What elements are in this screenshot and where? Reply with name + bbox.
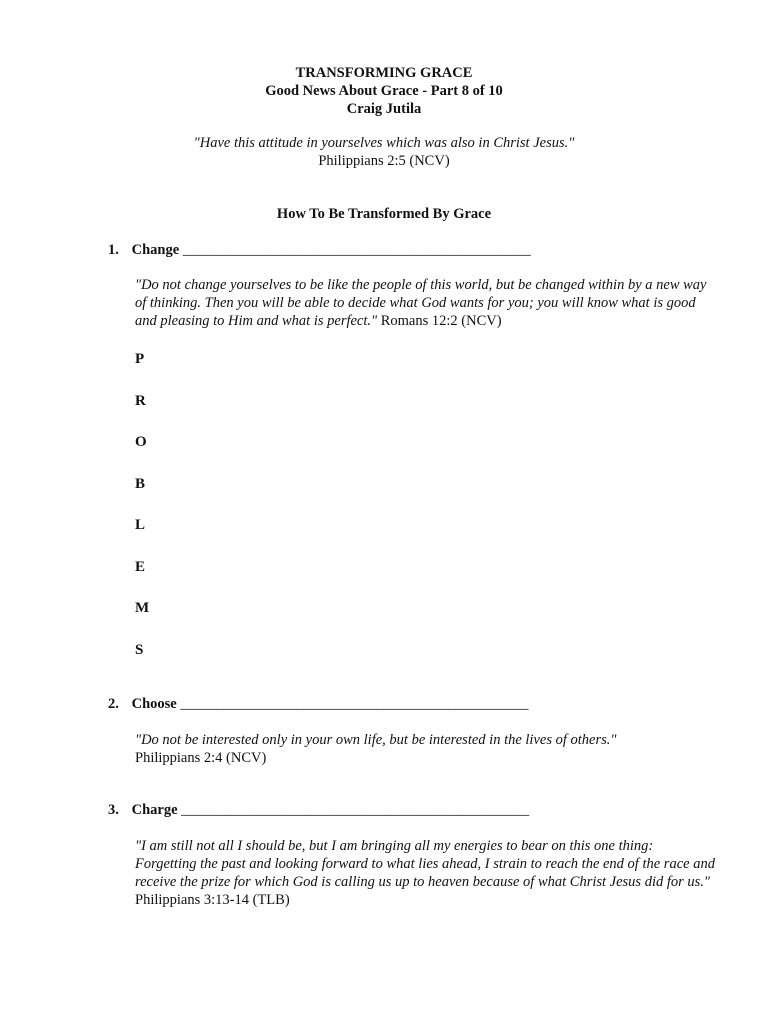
verse-quote: "Do not be interested only in your own life, but be interested in the lives of others." <box>135 732 617 748</box>
point-2-heading <box>108 696 528 713</box>
series-subtitle: Good News About Grace - Part 8 of 10 <box>265 83 503 99</box>
author-name: Craig Jutila <box>346 101 422 117</box>
point-3-heading <box>108 802 529 819</box>
point-2-verse <box>135 731 715 767</box>
point-label: Choose <box>131 696 177 712</box>
acrostic-letter: B <box>135 475 146 492</box>
document-title: TRANSFORMING GRACE <box>295 65 473 81</box>
acrostic-letter: E <box>135 558 146 575</box>
epigraph <box>0 134 768 170</box>
document-header <box>0 64 768 118</box>
acrostic-letter: O <box>135 434 147 450</box>
fill-in-blank[interactable]: ________________________________________________ <box>180 696 529 712</box>
fill-in-blank[interactable]: ________________________________________________ <box>181 802 530 818</box>
point-label: Change <box>131 242 180 258</box>
acrostic-letter: L <box>135 517 146 533</box>
epigraph-quote: "Have this attitude in yourselves which was also in Christ Jesus." <box>193 135 575 151</box>
verse-reference: Philippians 2:4 (NCV) <box>135 750 267 766</box>
verse-quote: "Do not change yourselves to be like the people of this world, but be changed within by a new way of thinking. Then you will be able to decide what God wants for you; you will know what is good and pleasing to Him and what is perfect." <box>135 277 707 329</box>
section-title: How To Be Transformed By Grace <box>276 206 492 222</box>
acrostic-letters <box>135 350 149 682</box>
acrostic-letter: M <box>135 600 150 616</box>
point-number: 1. <box>108 242 119 258</box>
acrostic-letter: P <box>135 351 145 367</box>
point-3-verse <box>135 837 715 909</box>
point-label: Charge <box>131 802 178 818</box>
point-number: 2. <box>108 696 119 712</box>
verse-quote: "I am still not all I should be, but I am bringing all my energies to bear on this one thing: Forgetting the past and looking forward to what lies ahead, I strain to reach the end of the race and receive the prize for which God is calling us up to heaven because of what Christ Jesus did for us." <box>135 838 715 890</box>
point-number: 3. <box>108 802 119 818</box>
point-1-verse <box>135 276 715 330</box>
point-1-heading <box>108 242 531 259</box>
fill-in-blank[interactable]: ________________________________________________ <box>182 242 531 258</box>
acrostic-letter: S <box>135 641 144 658</box>
verse-reference: Romans 12:2 (NCV) <box>377 313 502 329</box>
verse-reference: Philippians 3:13-14 (TLB) <box>135 892 290 908</box>
acrostic-letter: R <box>135 392 146 409</box>
epigraph-reference: Philippians 2:5 (NCV) <box>318 153 450 169</box>
